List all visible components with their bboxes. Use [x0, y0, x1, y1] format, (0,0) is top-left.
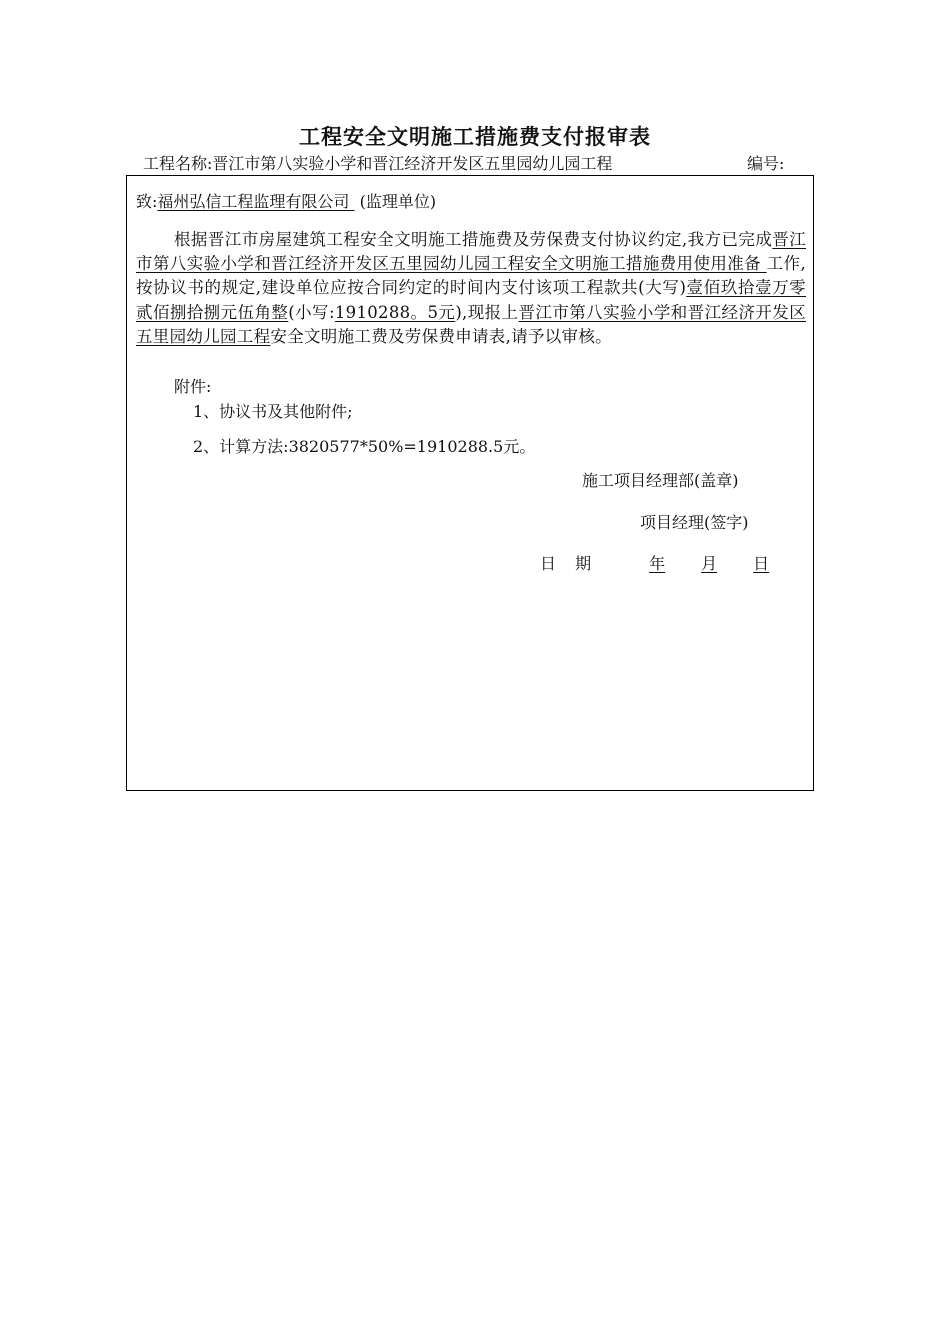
amount-lower: 1910288。5元	[334, 302, 456, 322]
supervisor-name: 福州弘信工程监理有限公司	[157, 192, 350, 211]
body-text-2: 工作,按协议书的规定,建设单位应按合同约定的时间内支付该项工程款共(大写)	[136, 254, 806, 298]
body-text-3: (小写:	[288, 302, 335, 322]
amount-upper: 壹佰玖拾壹万零贰佰捌拾捌元伍角整	[136, 278, 806, 322]
addressee-line	[136, 190, 436, 214]
number-label: 编号:	[747, 154, 785, 173]
addressee-suffix: (监理单位)	[359, 192, 437, 211]
attachment-item-1: 1、协议书及其他附件;	[193, 402, 353, 421]
date-day: 日	[753, 554, 770, 573]
date-label: 日 期	[540, 554, 592, 573]
attachments-label: 附件:	[174, 377, 212, 396]
date-line	[540, 552, 779, 576]
body-text-5: 安全文明施工费及劳保费申请表,请予以审核。	[270, 326, 612, 346]
body-text-1: 根据晋江市房屋建筑工程安全文明施工措施费及劳保费支付协议约定,我方已完成	[174, 230, 773, 249]
date-month: 月	[701, 554, 718, 573]
signature-dept: 施工项目经理部(盖章)	[582, 471, 739, 490]
addressee-prefix: 致:	[136, 192, 158, 211]
attachment-item-2: 2、计算方法:3820577*50%=1910288.5元。	[193, 437, 536, 456]
page-title: 工程安全文明施工措施费支付报审表	[299, 125, 651, 149]
project-name-label: 工程名称:	[143, 154, 213, 173]
body-text-4: ),现报上	[455, 302, 519, 322]
form-frame	[126, 175, 814, 791]
project-ref: 晋江市第八实验小学和晋江经济开发区五里园幼儿园工程	[136, 302, 807, 346]
signature-manager: 项目经理(签字)	[640, 513, 749, 532]
project-name: 晋江市第八实验小学和晋江经济开发区五里园幼儿园工程	[212, 154, 613, 173]
date-year: 年	[649, 554, 666, 573]
project-line	[143, 151, 785, 174]
work-name: 晋江市第八实验小学和晋江经济开发区五里园幼儿园工程安全文明施工措施费用使用准备	[136, 230, 806, 274]
body-paragraph	[136, 228, 806, 349]
